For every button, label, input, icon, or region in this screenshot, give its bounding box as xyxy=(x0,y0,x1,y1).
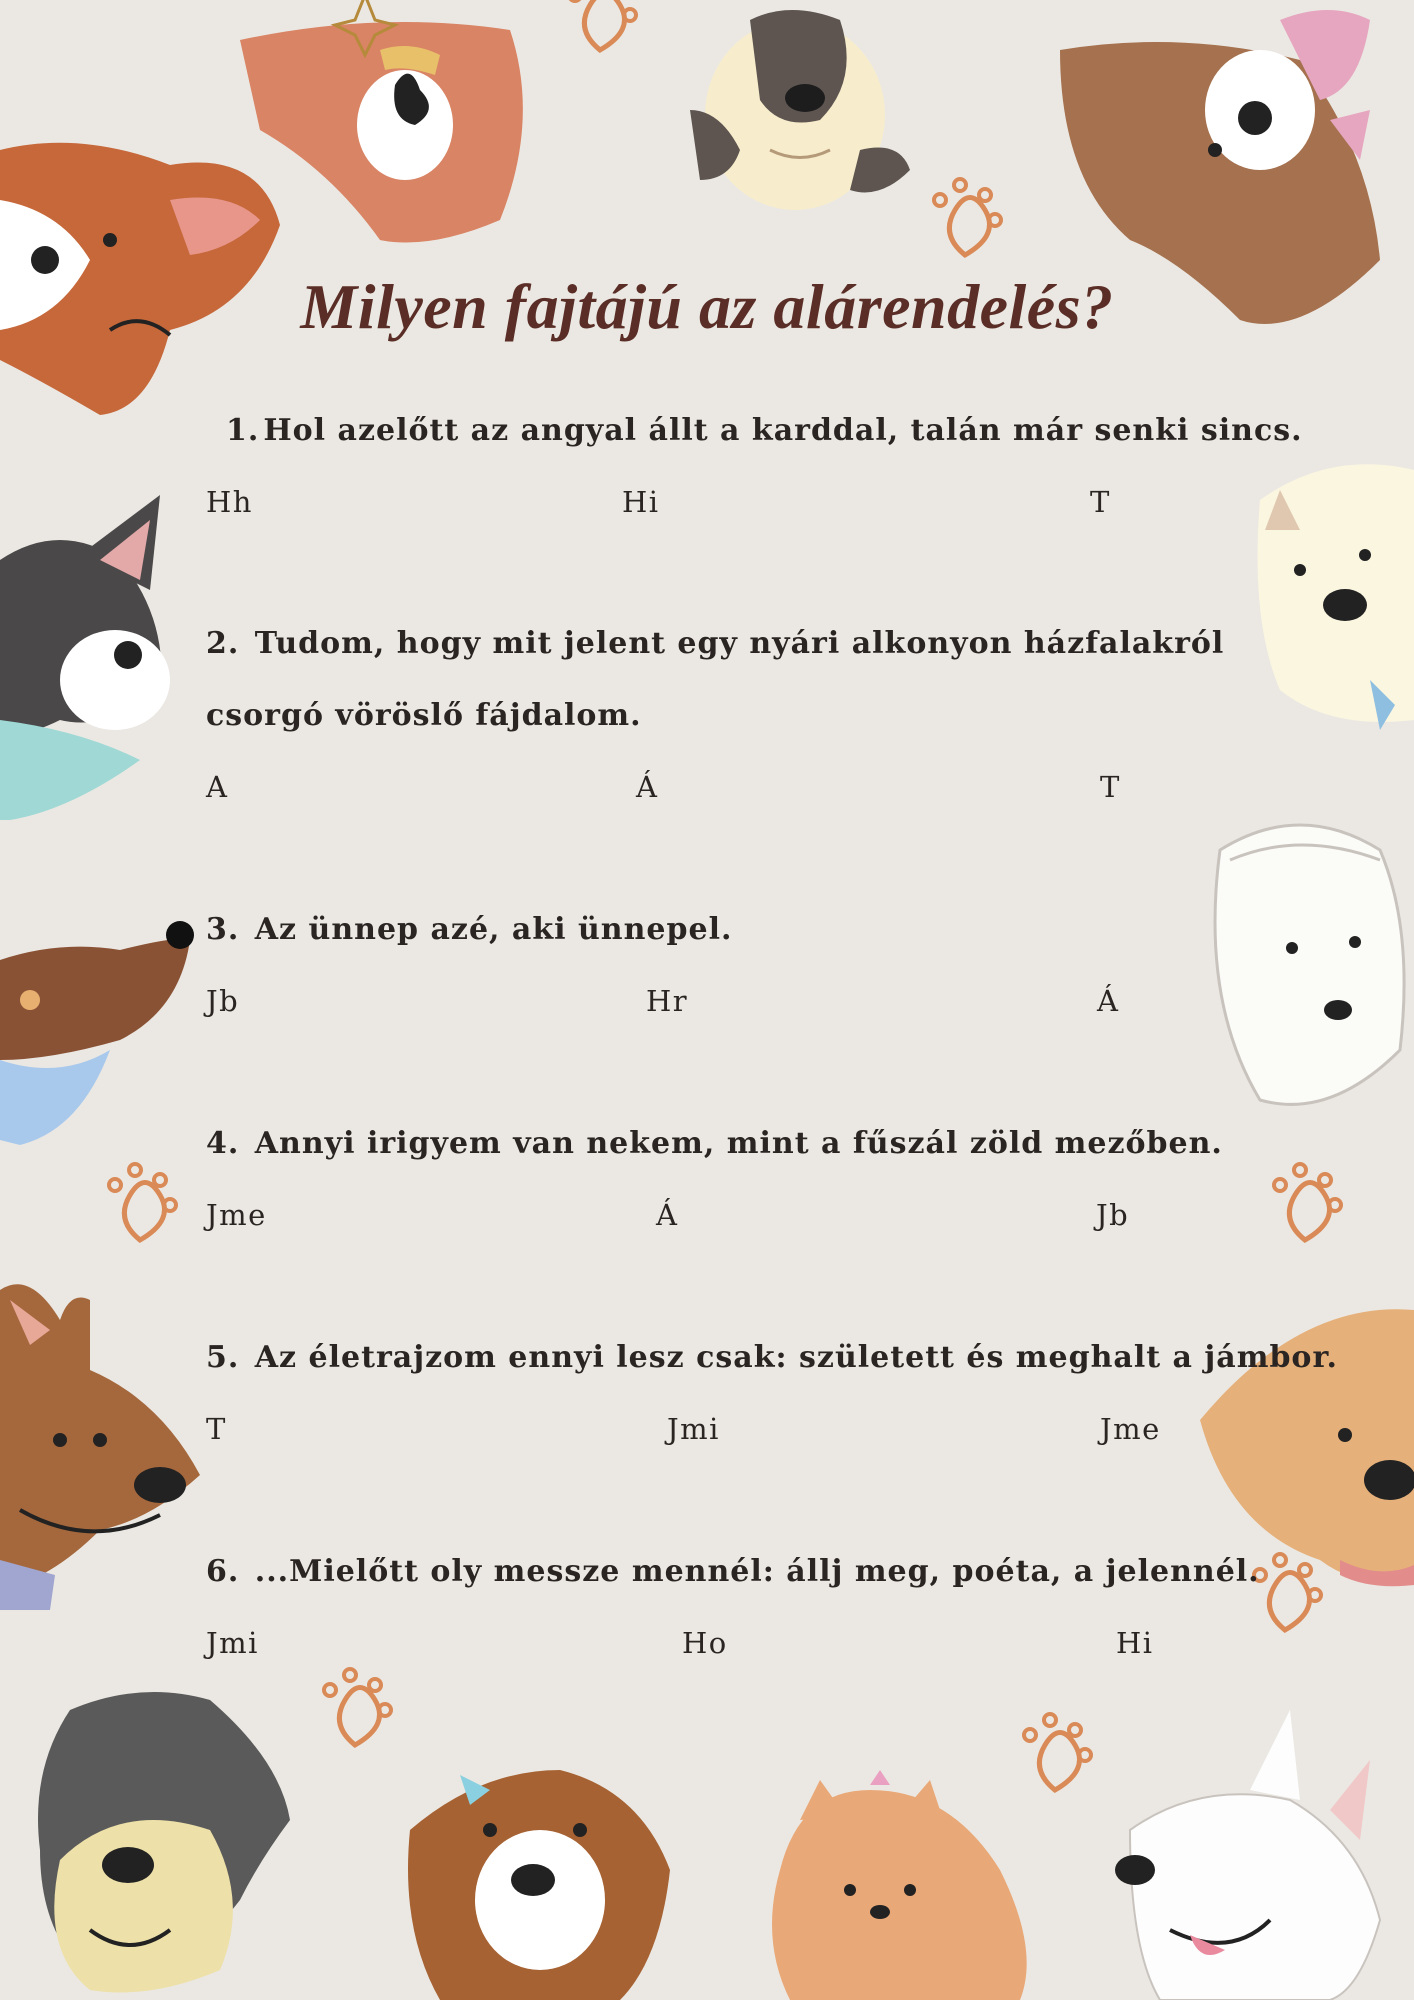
paw-print-icon xyxy=(109,1164,176,1240)
poodle-dog-illustration xyxy=(1215,825,1404,1104)
pomeranian-dog-illustration xyxy=(772,1770,1027,2000)
question-2-line-2 xyxy=(206,698,642,733)
paw-print-icon xyxy=(934,179,1001,255)
question-1 xyxy=(226,413,1303,448)
doberman-dog-illustration xyxy=(0,495,170,820)
option-1a[interactable]: Hh xyxy=(206,485,253,519)
question-text: Az életrajzom ennyi lesz csak: született és meghalt a jámbor. xyxy=(254,1340,1338,1375)
option-4b[interactable]: Á xyxy=(656,1198,679,1232)
question-5 xyxy=(206,1340,1338,1375)
paw-print-icon xyxy=(569,0,636,50)
option-4c[interactable]: Jb xyxy=(1096,1198,1130,1232)
question-number: 1. xyxy=(226,413,260,448)
question-4 xyxy=(206,1126,1223,1161)
paw-print-icon xyxy=(1274,1164,1341,1240)
shepherd-dog-illustration xyxy=(0,1284,200,1610)
option-1c[interactable]: T xyxy=(1090,485,1111,519)
question-text: Tudom, hogy mit jelent egy nyári alkonyon házfalakról xyxy=(254,626,1225,661)
question-number: 3. xyxy=(206,912,240,947)
question-number: 4. xyxy=(206,1126,240,1161)
option-2c[interactable]: T xyxy=(1100,770,1121,804)
beagle-dog-illustration xyxy=(240,0,523,243)
question-3 xyxy=(206,912,732,947)
option-5b[interactable]: Jmi xyxy=(667,1412,720,1446)
option-5c[interactable]: Jme xyxy=(1100,1412,1161,1446)
option-6c[interactable]: Hi xyxy=(1116,1626,1154,1660)
dachshund-dog-illustration xyxy=(0,921,194,1145)
page-title: Milyen fajtájú az alárendelés? xyxy=(300,271,1114,342)
option-3a[interactable]: Jb xyxy=(206,984,240,1018)
question-6 xyxy=(206,1554,1260,1589)
question-number: 5. xyxy=(206,1340,240,1375)
option-2a[interactable]: A xyxy=(206,770,229,804)
paw-print-icon xyxy=(324,1669,391,1745)
paw-print-icon xyxy=(1254,1554,1321,1630)
question-number: 2. xyxy=(206,626,240,661)
question-text: Hol azelőtt az angyal állt a karddal, talán már senki sincs. xyxy=(263,413,1303,448)
schnauzer-dog-illustration xyxy=(38,1692,290,1993)
option-3b[interactable]: Hr xyxy=(646,984,689,1018)
question-text: Az ünnep azé, aki ünnepel. xyxy=(254,912,733,947)
option-4a[interactable]: Jme xyxy=(206,1198,267,1232)
question-2 xyxy=(206,626,1224,661)
option-6b[interactable]: Ho xyxy=(682,1626,728,1660)
pug-dog-illustration xyxy=(690,10,910,210)
option-5a[interactable]: T xyxy=(206,1412,227,1446)
option-3c[interactable]: Á xyxy=(1097,984,1120,1018)
question-text: ...Mielőtt oly messze mennél: állj meg, poéta, a jelennél. xyxy=(254,1554,1260,1589)
question-number: 6. xyxy=(206,1554,240,1589)
cavalier-dog-illustration xyxy=(408,1770,670,2000)
option-1b[interactable]: Hi xyxy=(622,485,660,519)
option-6a[interactable]: Jmi xyxy=(206,1626,259,1660)
samoyed-dog-illustration xyxy=(1258,464,1414,730)
question-text: csorgó vöröslő fájdalom. xyxy=(206,698,642,733)
westie-dog-illustration xyxy=(1115,1710,1380,2000)
question-text: Annyi irigyem van nekem, mint a fűszál zöld mezőben. xyxy=(254,1126,1223,1161)
paw-print-icon xyxy=(1024,1714,1091,1790)
option-2b[interactable]: Á xyxy=(636,770,659,804)
